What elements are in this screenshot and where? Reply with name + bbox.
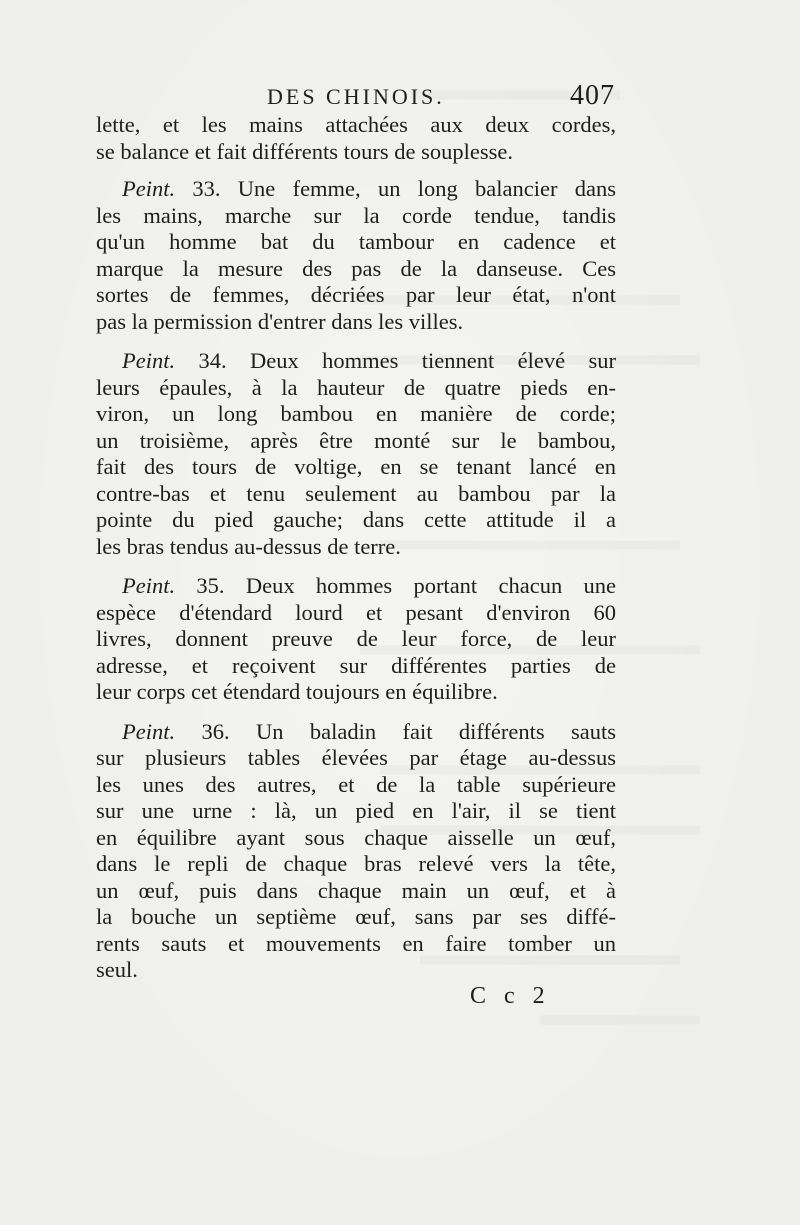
text-line: viron, un long bambou en manière de corde;	[96, 401, 616, 426]
paragraph-label: Peint.	[122, 573, 176, 598]
text-line: se balance et fait différents tours de souplesse.	[96, 138, 513, 164]
text-line-rest: 34. Deux hommes tiennent élevé sur	[175, 348, 616, 373]
text-line-rest: 33. Une femme, un long balancier dans	[175, 176, 616, 201]
running-head: DES CHINOIS.	[267, 84, 445, 109]
page-header	[255, 78, 615, 114]
paragraph-peint-35	[96, 573, 616, 706]
text-line: adresse, et reçoivent sur différentes parties de	[96, 652, 616, 678]
text-line	[96, 176, 616, 203]
text-line: contre-bas et tenu seulement au bambou par la	[96, 480, 616, 506]
text-line: sur une urne : là, un pied en l'air, il se tient	[96, 798, 616, 823]
paragraph-label: Peint.	[122, 718, 176, 744]
signature-mark: C c 2	[470, 983, 551, 1009]
paragraph-peint-33	[96, 176, 616, 335]
text-line: seul.	[96, 957, 138, 982]
text-line: qu'un homme bat du tambour en cadence et	[96, 229, 616, 254]
text-line: lette, et les mains attachées aux deux cordes,	[96, 112, 616, 137]
paragraph-label: Peint.	[122, 176, 176, 201]
text-line: pas la permission d'entrer dans les villes.	[96, 308, 464, 334]
text-line: les unes des autres, et de la table supérieure	[96, 771, 616, 797]
text-line: les mains, marche sur la corde tendue, tandis	[96, 202, 616, 228]
text-line	[96, 348, 616, 375]
text-line: en équilibre ayant sous chaque aisselle un œuf,	[96, 824, 616, 850]
text-line: sortes de femmes, décriées par leur état, n'ont	[96, 282, 616, 307]
text-line: pointe du pied gauche; dans cette attitude il a	[96, 507, 616, 532]
text-line: les bras tendus au-dessus de terre.	[96, 533, 401, 559]
paragraph-label: Peint.	[122, 348, 176, 373]
text-line-rest: 35. Deux hommes portant chacun une	[175, 573, 616, 598]
text-line: leurs épaules, à la hauteur de quatre pieds en-	[96, 374, 616, 400]
text-line-rest: 36. Un baladin fait différents sauts	[175, 718, 616, 744]
paragraph-peint-36	[96, 719, 616, 984]
text-line: un œuf, puis dans chaque main un œuf, et à	[96, 877, 616, 903]
paragraph-peint-34	[96, 348, 616, 560]
text-line: espèce d'étendard lourd et pesant d'environ 60	[96, 599, 616, 625]
text-line: leur corps cet étendard toujours en équilibre.	[96, 679, 498, 704]
text-line	[96, 719, 616, 746]
text-line: marque la mesure des pas de la danseuse. Ces	[96, 255, 616, 281]
text-line: un troisième, après être monté sur le bambou,	[96, 427, 616, 453]
text-line: fait des tours de voltige, en se tenant lancé en	[96, 454, 616, 479]
body-text	[96, 112, 616, 997]
text-line	[96, 573, 616, 600]
text-line: sur plusieurs tables élevées par étage au-dessus	[96, 745, 616, 770]
text-line: dans le repli de chaque bras relevé vers la tête,	[96, 851, 616, 876]
text-line: la bouche un septième œuf, sans par ses diffé-	[96, 904, 616, 929]
text-line: rents sauts et mouvements en faire tomber un	[96, 930, 616, 956]
page-number: 407	[570, 80, 615, 111]
paragraph-continuation	[96, 112, 616, 165]
text-line: livres, donnent preuve de leur force, de leur	[96, 626, 616, 651]
